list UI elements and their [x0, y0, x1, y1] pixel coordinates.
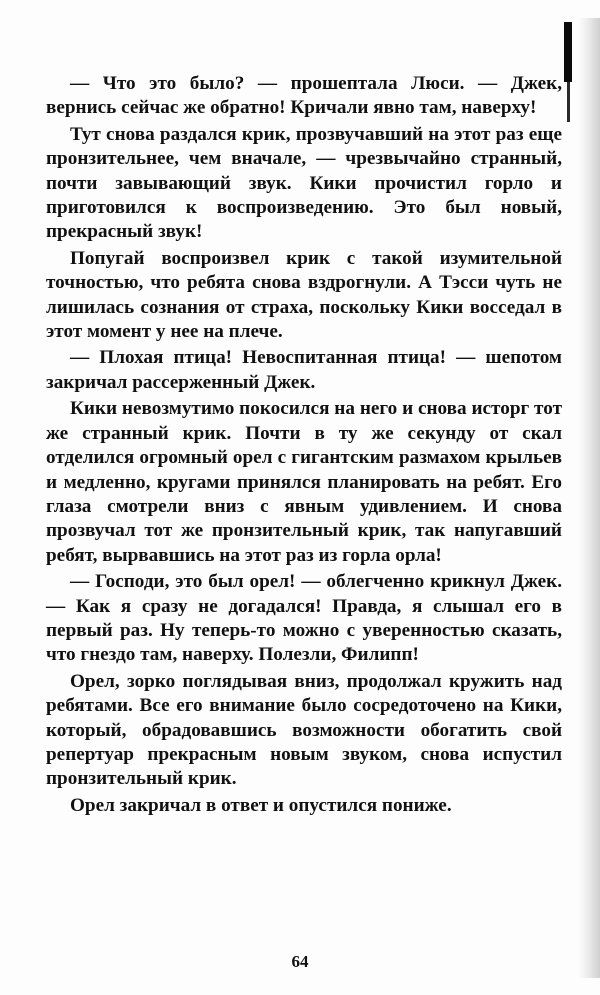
paragraph: Орел, зорко поглядывая вниз, продолжал кружить над ребятами. Все его внимание было сосредоточено на Кики, который, обрадовавшись возможности обогатить свой репертуар прекрасным новым звуком, снова испустил пронзительный крик.	[46, 670, 562, 790]
binding-mark-secondary	[567, 82, 570, 122]
page-number: 64	[291, 952, 309, 971]
paragraph: Попугай воспроизвел крик с такой изумительной точностью, что ребята снова вздрогнули. А Тэсси чуть не лишилась сознания от страха, поскольку Кики восседал в этот момент у нее на плече.	[46, 247, 562, 343]
body-text	[46, 72, 562, 820]
binding-mark	[564, 22, 572, 82]
paragraph: — Что это было? — прошептала Люси. — Джек, вернись сейчас же обратно! Кричали явно там, наверху!	[46, 73, 562, 119]
paragraph: Орел закричал в ответ и опустился пониже.	[70, 794, 452, 816]
paragraph: Тут снова раздался крик, прозвучавший на этот раз еще пронзительнее, чем вначале, — чрезвычайно странный, почти завывающий звук. Кики прочистил горло и приготовился к воспроизведению. Это был новый, прекрасный звук!	[46, 123, 562, 243]
paragraph: — Господи, это был орел! — облегченно крикнул Джек. — Как я сразу не догадался! Правда, я слышал его в первый раз. Ну теперь-то можно с уверенностью сказать, что гнездо там, наверху. Полезли, Филипп!	[46, 571, 562, 666]
paragraph: Кики невозмутимо покосился на него и снова исторг тот же странный крик. Почти в ту же секунду от скал отделился огромный орел с гигантским размахом крыльев и медленно, кругами принялся планировать на ребят. Его глаза смотрели вниз с явным удивлением. И снова прозвучал тот же пронзительный крик, так напугавший ребят, вырвавшись на этот раз из горла орла!	[46, 398, 562, 566]
binding-shadow	[578, 18, 600, 978]
paragraph: — Плохая птица! Невоспитанная птица! — шепотом закричал рассерженный Джек.	[46, 347, 562, 393]
